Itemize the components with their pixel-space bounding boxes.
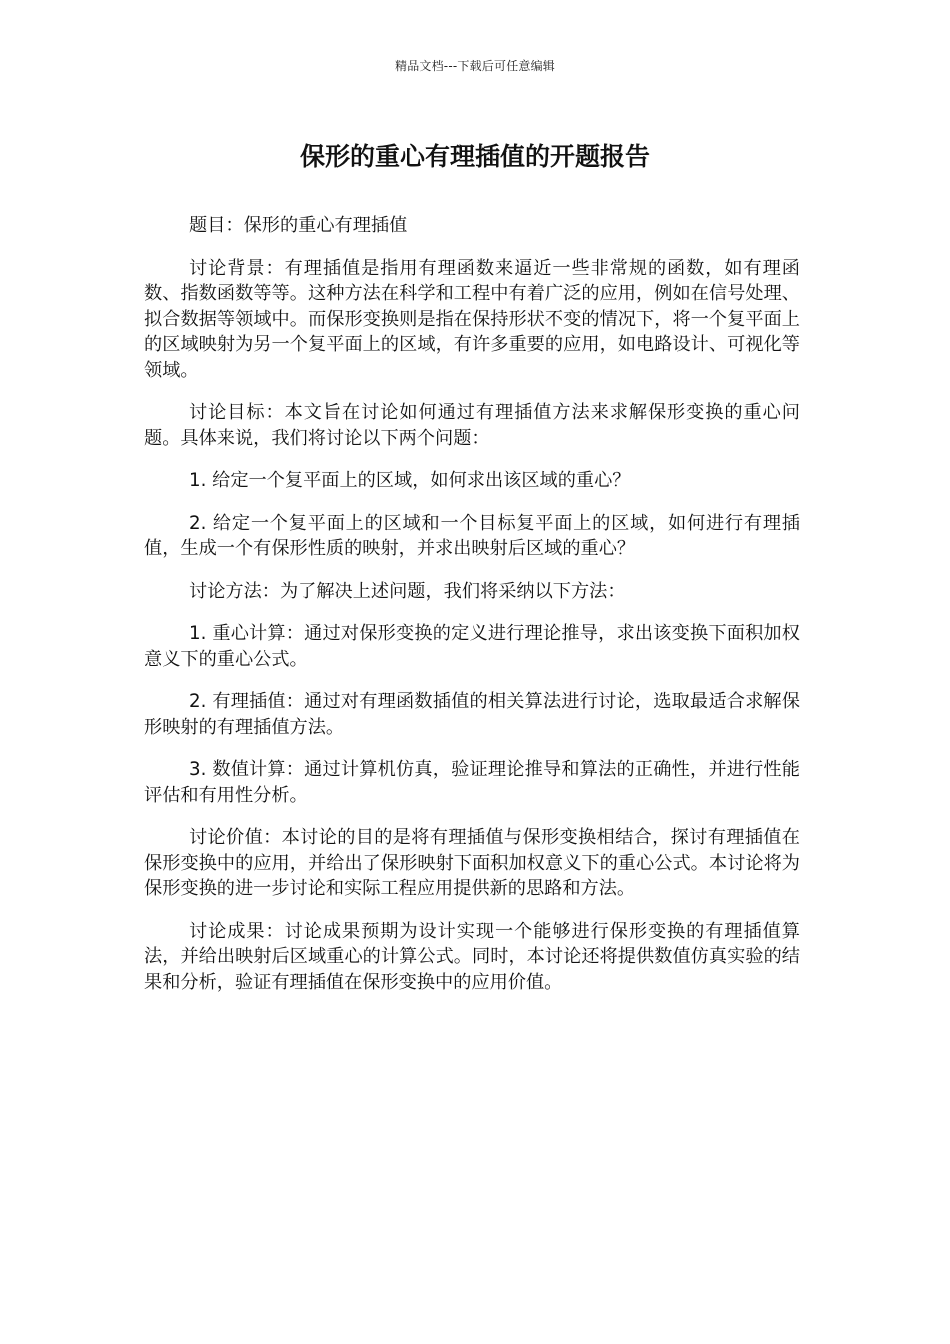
paragraph-value: 讨论价值：本讨论的目的是将有理插值与保形变换相结合，探讨有理插值在保形变换中的应用，并给出了保形映射下面积加权意义下的重心公式。本讨论将为保形变换的进一步讨论和实际工程应用提供新的思路和方法。 bbox=[144, 827, 800, 899]
document-title: 保形的重心有理插值的开题报告 bbox=[299, 142, 650, 171]
paragraph-method-item-3: 3. 数值计算：通过计算机仿真，验证理论推导和算法的正确性，并进行性能评估和有用性分析。 bbox=[144, 759, 800, 806]
paragraph-topic: 题目：保形的重心有理插值 bbox=[189, 215, 408, 236]
paragraph-goal: 讨论目标：本文旨在讨论如何通过有理插值方法来求解保形变换的重心问题。具体来说，我们将讨论以下两个问题： bbox=[144, 402, 800, 449]
paragraph-background: 讨论背景：有理插值是指用有理函数来逼近一些非常规的函数，如有理函数、指数函数等等。这种方法在科学和工程中有着广泛的应用，例如在信号处理、拟合数据等领域中。而保形变换则是指在保持形状不变的情况下，将一个复平面上的区域映射为另一个复平面上的区域，有许多重要的应用，如电路设计、可视化等领域。 bbox=[144, 257, 800, 381]
paragraph-method-item-2: 2. 有理插值：通过对有理函数插值的相关算法进行讨论，选取最适合求解保形映射的有理插值方法。 bbox=[144, 691, 800, 738]
header-note: 精品文档---下载后可任意编辑 bbox=[395, 59, 555, 73]
paragraph-goal-item-2: 2. 给定一个复平面上的区域和一个目标复平面上的区域，如何进行有理插值，生成一个有保形性质的映射，并求出映射后区域的重心？ bbox=[144, 512, 800, 559]
paragraph-method: 讨论方法：为了解决上述问题，我们将采纳以下方法： bbox=[189, 580, 626, 602]
paragraph-goal-item-1: 1. 给定一个复平面上的区域，如何求出该区域的重心？ bbox=[189, 470, 631, 491]
paragraph-results: 讨论成果：讨论成果预期为设计实现一个能够进行保形变换的有理插值算法，并给出映射后区域重心的计算公式。同时，本讨论还将提供数值仿真实验的结果和分析，验证有理插值在保形变换中的应用价值。 bbox=[144, 920, 800, 993]
document-body bbox=[144, 213, 800, 1012]
paragraph-method-item-1: 1. 重心计算：通过对保形变换的定义进行理论推导，求出该变换下面积加权意义下的重心公式。 bbox=[144, 623, 800, 670]
